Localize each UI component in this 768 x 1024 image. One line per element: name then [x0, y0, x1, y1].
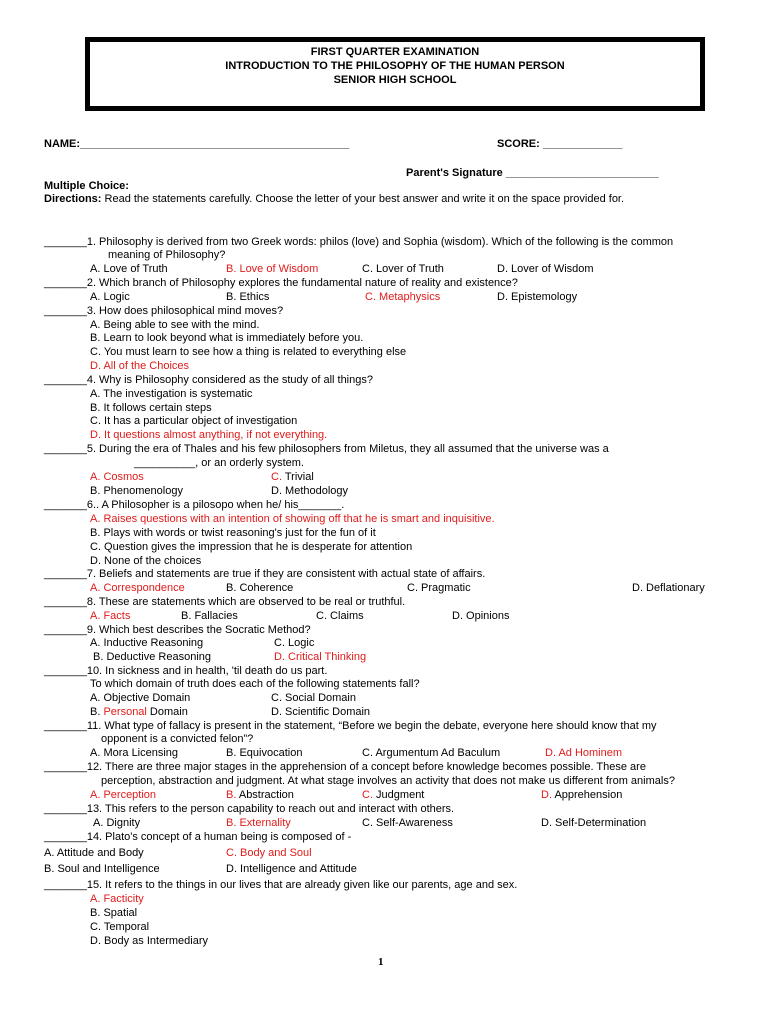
q8-choice-a: A. Facts: [90, 610, 131, 622]
q8-choice-d: D. Opinions: [452, 610, 510, 622]
q15-choice-d: D. Body as Intermediary: [90, 935, 208, 947]
q13-choice-d: D. Self-Determination: [541, 817, 647, 829]
q10-choice-d: D. Scientific Domain: [271, 706, 371, 718]
q7-choice-b: B. Coherence: [226, 582, 294, 594]
q12-choice-d-text: Apprehension: [552, 789, 623, 801]
q12-choice-d-letter: D.: [541, 789, 552, 801]
question-9: _______9. Which best describes the Socratic Method?: [44, 624, 311, 636]
question-3: _______3. How does philosophical mind moves?: [44, 305, 284, 317]
q9-choice-c: C. Logic: [274, 637, 315, 649]
q5-choice-b: B. Phenomenology: [90, 485, 183, 497]
q11-choice-d: D. Ad Hominem: [545, 747, 623, 759]
q11-choice-a: A. Mora Licensing: [90, 747, 179, 759]
q1-choice-d: D. Lover of Wisdom: [497, 263, 594, 275]
q14-choice-d: D. Intelligence and Attitude: [226, 863, 357, 875]
q12-choice-c: [362, 789, 424, 802]
q3-choice-c: C. You must learn to see how a thing is related to everything else: [90, 346, 407, 358]
q5-choice-a: A. Cosmos: [90, 471, 144, 483]
q5-choice-c-text: Trivial: [282, 471, 314, 483]
name-field: NAME:____________________________________________: [44, 138, 350, 150]
q13-choice-a: A. Dignity: [93, 817, 141, 829]
q12-choice-c-text: Judgment: [373, 789, 425, 801]
question-11: _______11. What type of fallacy is present in the statement, “Before we begin the debate, everyone here should know that my: [44, 720, 657, 732]
question-14: _______14. Plato's concept of a human being is composed of -: [44, 831, 352, 843]
q2-choice-a: A. Logic: [90, 291, 130, 303]
q9-choice-b: B. Deductive Reasoning: [93, 651, 212, 663]
q3-choice-d: D. All of the Choices: [90, 360, 190, 372]
question-11-cont: opponent is a convicted felon”?: [101, 733, 254, 745]
q13-choice-b: B. Externality: [226, 817, 291, 829]
q5-choice-c: [271, 471, 314, 484]
q12-choice-b-letter: B.: [226, 789, 237, 801]
q14-choice-a: A. Attitude and Body: [44, 847, 144, 859]
q13-choice-c: C. Self-Awareness: [362, 817, 453, 829]
directions-label: Directions:: [44, 193, 102, 205]
q12-choice-b: [226, 789, 294, 802]
question-1: _______1. Philosophy is derived from two Greek words: philos (love) and Sophia (wisdom). Which of the following is the common: [44, 236, 674, 248]
exam-title: FIRST QUARTER EXAMINATION: [310, 46, 480, 58]
q7-choice-c: C. Pragmatic: [407, 582, 471, 594]
question-10-cont: To which domain of truth does each of the following statements fall?: [90, 678, 420, 690]
q11-choice-b: B. Equivocation: [226, 747, 303, 759]
question-15: _______15. It refers to the things in our lives that are already given like our parents, age and sex.: [44, 879, 518, 891]
question-8: _______8. These are statements which are observed to be real or truthful.: [44, 596, 406, 608]
page-number: 1: [378, 956, 384, 968]
directions-text: Read the statements carefully. Choose the letter of your best answer and write it on the space provided for.: [101, 193, 625, 205]
q12-choice-a: A. Perception: [90, 789, 157, 801]
q6-choice-a: A. Raises questions with an intention of showing off that he is smart and inquisitive.: [90, 513, 495, 525]
question-7: _______7. Beliefs and statements are true if they are consistent with actual state of affairs.: [44, 568, 486, 580]
test-type: Multiple Choice:: [44, 180, 129, 192]
exam-header-box: [85, 37, 705, 111]
q15-choice-b: B. Spatial: [90, 907, 138, 919]
q10-choice-b: [90, 706, 188, 719]
q2-choice-d: D. Epistemology: [497, 291, 578, 303]
q10-choice-b-rest: Domain: [146, 706, 188, 718]
q5-choice-c-letter: C.: [271, 471, 282, 483]
q9-choice-d: D. Critical Thinking: [274, 651, 367, 663]
q12-choice-b-text: Abstraction: [236, 789, 294, 801]
q7-choice-a: A. Correspondence: [90, 582, 185, 594]
q14-choice-b: B. Soul and Intelligence: [44, 863, 160, 875]
q1-choice-b: B. Love of Wisdom: [226, 263, 319, 275]
q2-choice-b: B. Ethics: [226, 291, 270, 303]
q1-choice-c: C. Lover of Truth: [362, 263, 444, 275]
directions: [44, 193, 624, 206]
question-13: _______13. This refers to the person capability to reach out and interact with others.: [44, 803, 455, 815]
q1-choice-a: A. Love of Truth: [90, 263, 168, 275]
question-10: _______10. In sickness and in health, 'til death do us part.: [44, 665, 328, 677]
q15-choice-a: A. Facticity: [90, 893, 144, 905]
q14-choice-c: C. Body and Soul: [226, 847, 312, 859]
question-2: _______2. Which branch of Philosophy explores the fundamental nature of reality and existence?: [44, 277, 518, 289]
q3-choice-a: A. Being able to see with the mind.: [90, 319, 260, 331]
q4-choice-b: B. It follows certain steps: [90, 402, 212, 414]
q3-choice-b: B. Learn to look beyond what is immediately before you.: [90, 332, 364, 344]
q12-choice-c-letter: C.: [362, 789, 373, 801]
exam-subject: INTRODUCTION TO THE PHILOSOPHY OF THE HUMAN PERSON: [225, 60, 565, 72]
q12-choice-d: [541, 789, 622, 802]
parent-signature-field: Parent's Signature _________________________: [406, 167, 659, 179]
q8-choice-b: B. Fallacies: [181, 610, 238, 622]
q11-choice-c: C. Argumentum Ad Baculum: [362, 747, 501, 759]
question-1-cont: meaning of Philosophy?: [108, 249, 226, 261]
exam-level: SENIOR HIGH SCHOOL: [333, 74, 457, 86]
q2-choice-c: C. Metaphysics: [365, 291, 441, 303]
question-12-cont: perception, abstraction and judgment. At what stage involves an activity that does not make us different from animals?: [101, 775, 675, 787]
q6-choice-d: D. None of the choices: [90, 555, 202, 567]
q10-choice-b-highlight: Personal: [103, 706, 147, 718]
question-6: _______6.. A Philosopher is a pilosopo when he/ his_______.: [44, 499, 345, 511]
q6-choice-c: C. Question gives the impression that he is desperate for attention: [90, 541, 413, 553]
question-5-cont: __________, or an orderly system.: [134, 457, 304, 469]
q7-choice-d: D. Deflationary: [632, 582, 705, 594]
q4-choice-a: A. The investigation is systematic: [90, 388, 253, 400]
q15-choice-c: C. Temporal: [90, 921, 150, 933]
question-12: _______12. There are three major stages in the apprehension of a concept before knowledge becomes possible. These are: [44, 761, 646, 773]
q5-choice-d: D. Methodology: [271, 485, 349, 497]
q10-choice-c: C. Social Domain: [271, 692, 356, 704]
q9-choice-a: A. Inductive Reasoning: [90, 637, 204, 649]
q10-choice-b-letter: B.: [90, 706, 104, 718]
question-5: _______5. During the era of Thales and his few philosophers from Miletus, they all assumed that the universe was a: [44, 443, 609, 455]
q8-choice-c: C. Claims: [316, 610, 364, 622]
q6-choice-b: B. Plays with words or twist reasoning's just for the fun of it: [90, 527, 376, 539]
score-field: SCORE: _____________: [497, 138, 623, 150]
question-4: _______4. Why is Philosophy considered as the study of all things?: [44, 374, 373, 386]
q10-choice-a: A. Objective Domain: [90, 692, 191, 704]
q4-choice-d: D. It questions almost anything, if not everything.: [90, 429, 328, 441]
q4-choice-c: C. It has a particular object of investigation: [90, 415, 298, 427]
